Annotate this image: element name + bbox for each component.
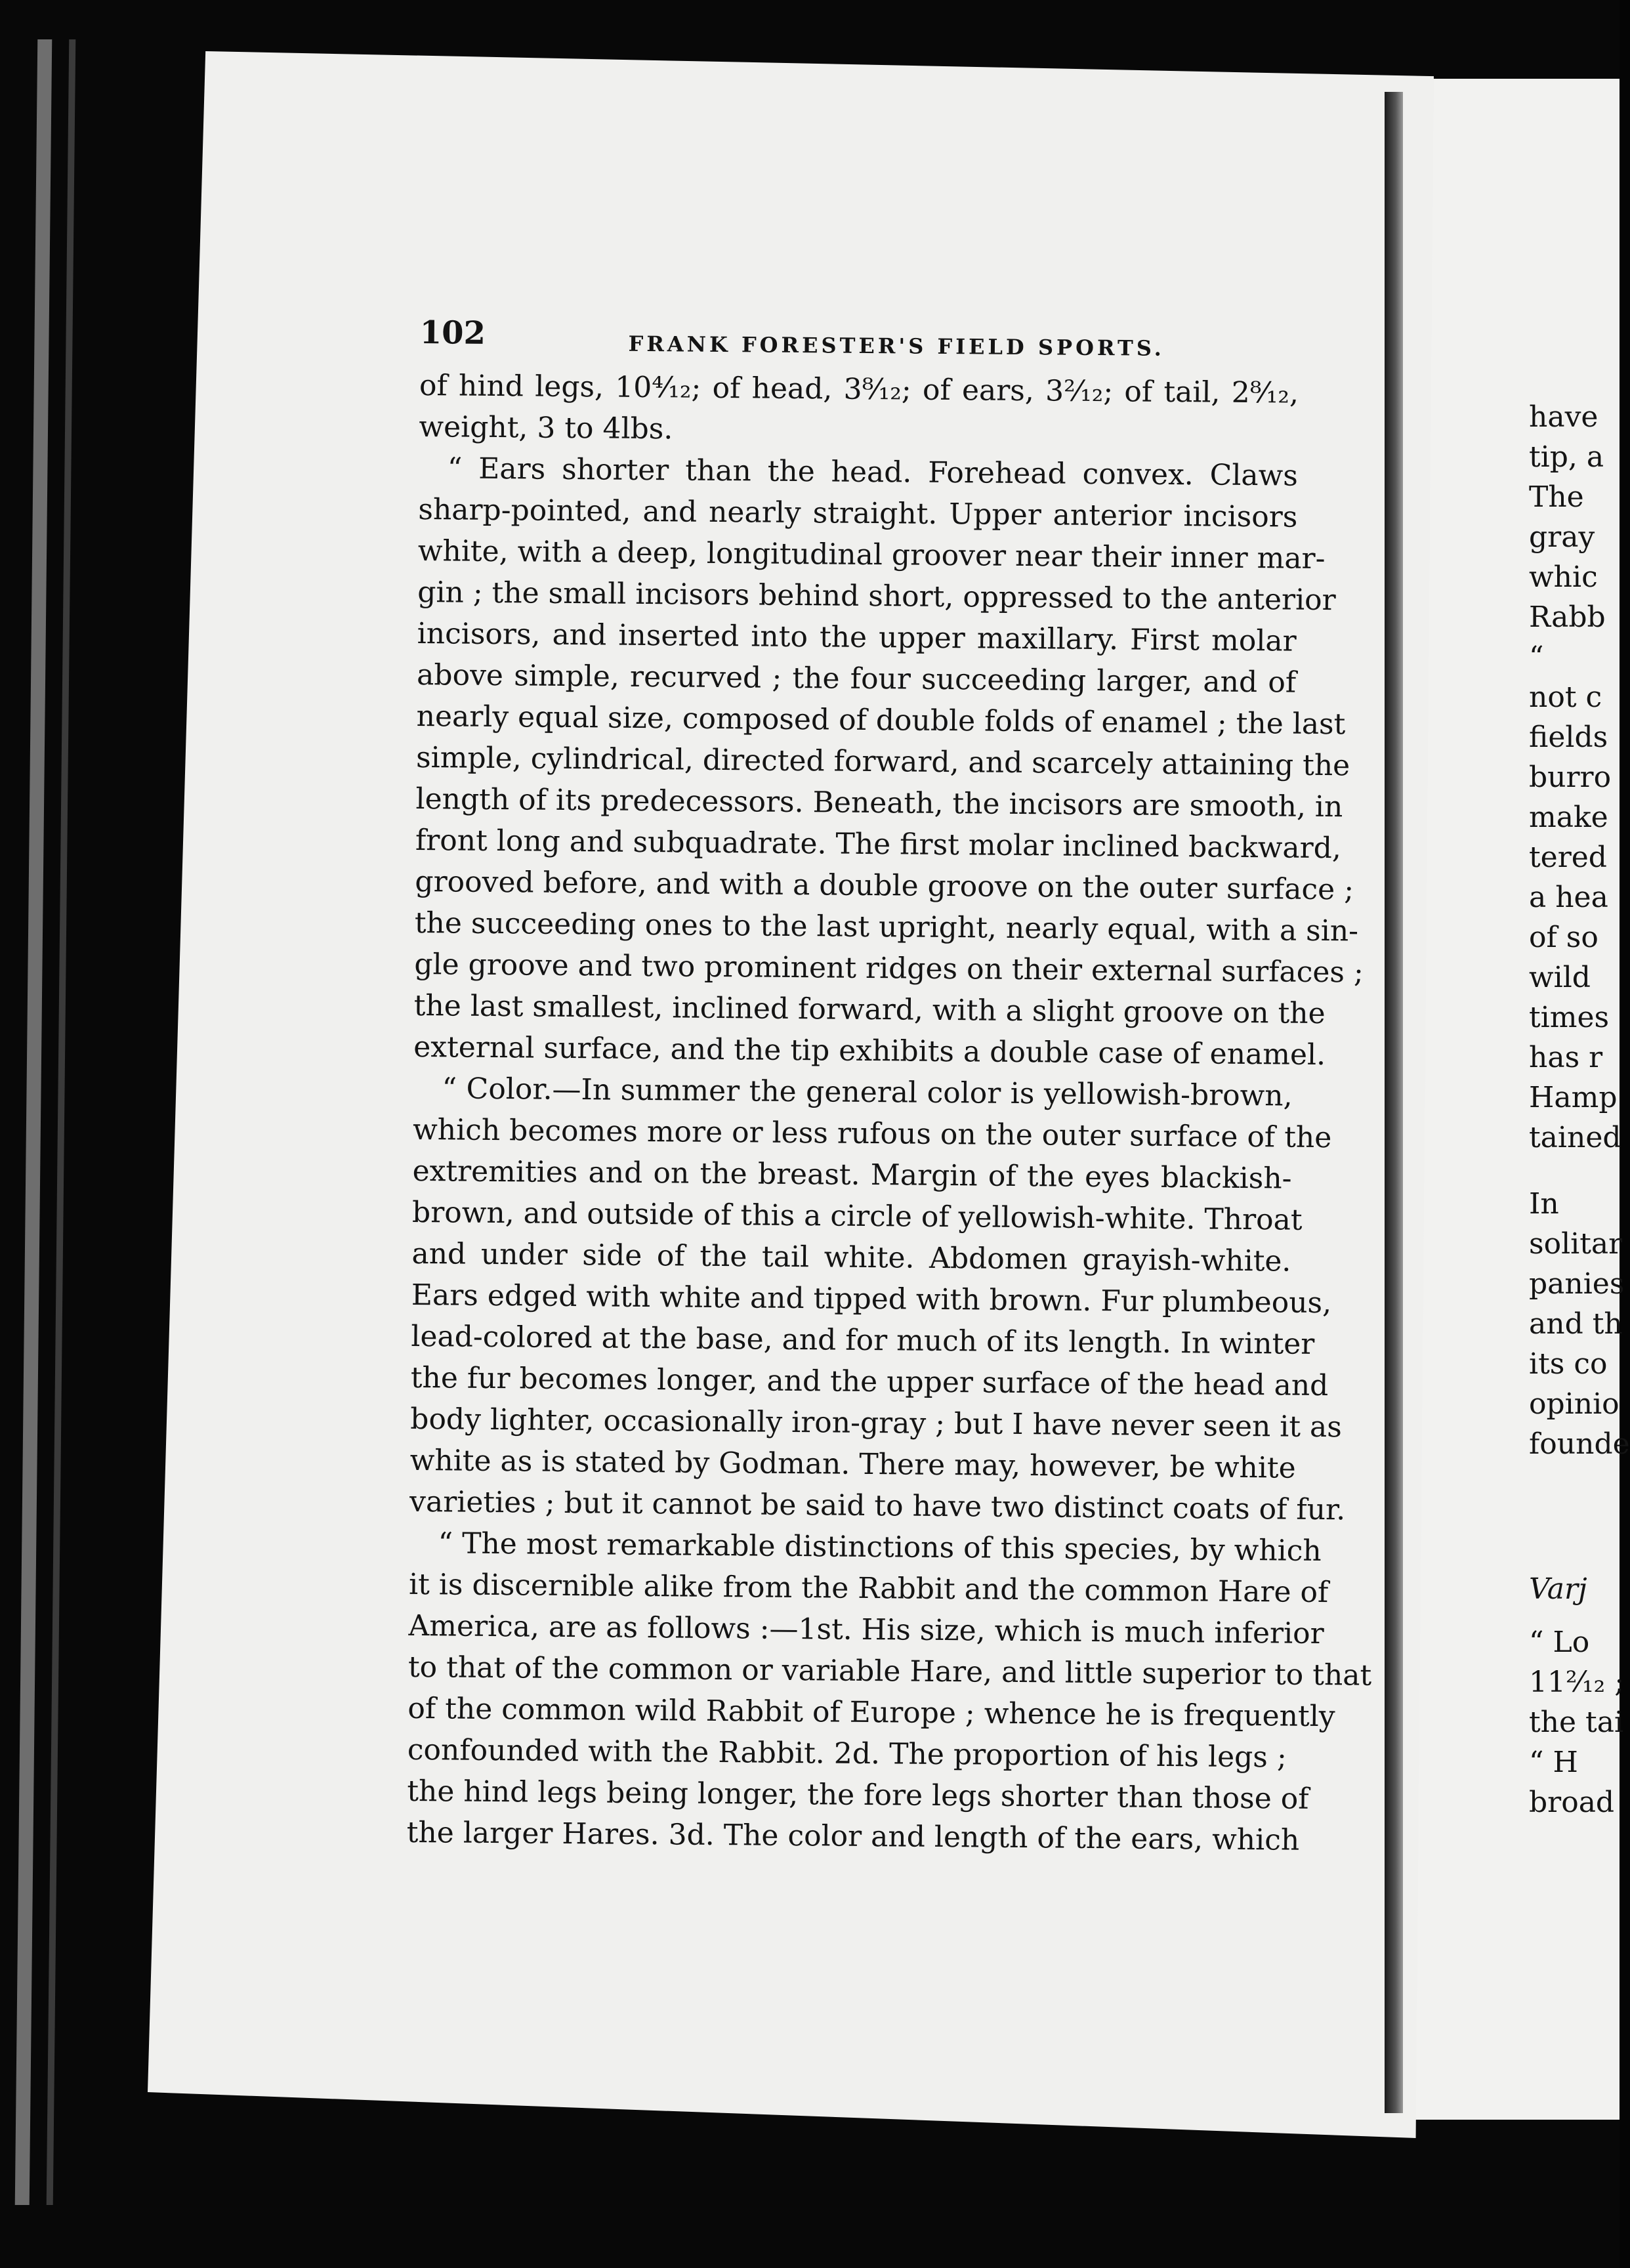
facing-line: In xyxy=(1529,1187,1559,1221)
facing-line: tered xyxy=(1529,841,1607,874)
facing-line: its co xyxy=(1529,1347,1608,1381)
text-line: nearly equal size, composed of double folds of enamel ; the last xyxy=(416,699,1346,742)
facing-line: a hea xyxy=(1529,881,1608,914)
text-line: gin ; the small incisors behind short, oppressed to the anterior xyxy=(417,575,1336,618)
facing-line: founde xyxy=(1529,1427,1630,1461)
page-gutter-edge xyxy=(1385,92,1403,2113)
text-line: brown, and outside of this a circle of yellowish-white. Throat xyxy=(411,1195,1303,1237)
facing-line: gray xyxy=(1529,520,1595,554)
facing-line: solitar xyxy=(1529,1227,1623,1261)
text-line: body lighter, occasionally iron-gray ; but I have never seen it as xyxy=(410,1402,1343,1444)
facing-line: not c xyxy=(1529,681,1602,714)
text-line: the succeeding ones to the last upright, nearly equal, with a sin- xyxy=(414,906,1359,948)
facing-line: panies xyxy=(1529,1267,1625,1301)
text-line: grooved before, and with a double groove on the outer surface ; xyxy=(415,864,1354,907)
facing-line: “ H xyxy=(1529,1746,1578,1779)
text-line: external surface, and the tip exhibits a double case of enamel. xyxy=(413,1030,1326,1072)
text-line: confounded with the Rabbit. 2d. The proportion of his legs ; xyxy=(407,1732,1287,1774)
facing-block-5 xyxy=(1529,1622,1627,1822)
text-line: “ Ears shorter than the head. Forehead convex. Claws xyxy=(447,452,1299,493)
facing-line: tip, a xyxy=(1529,440,1604,474)
text-line: “ Color.—In summer the general color is yellowish-brown, xyxy=(442,1072,1293,1113)
facing-block-4 xyxy=(1529,1569,1627,1609)
running-title: FRANK FORESTER'S FIELD SPORTS. xyxy=(628,331,1165,361)
facing-line: times xyxy=(1529,1001,1610,1034)
facing-line: whic xyxy=(1529,560,1598,594)
facing-line: have xyxy=(1529,400,1599,434)
facing-line: and th xyxy=(1529,1307,1623,1341)
text-line: to that of the common or variable Hare, and little superior to that xyxy=(408,1650,1372,1692)
text-line: simple, cylindrical, directed forward, and scarcely attaining the xyxy=(415,740,1350,783)
text-line: and under side of the tail white. Abdomen grayish-white. xyxy=(411,1236,1291,1278)
running-head xyxy=(419,312,1299,373)
facing-line: of so xyxy=(1529,921,1599,954)
text-line: gle groove and two prominent ridges on their external surfaces ; xyxy=(414,947,1364,990)
text-line: front long and subquadrate. The first molar inclined backward, xyxy=(415,823,1342,866)
facing-block-2 xyxy=(1529,637,1627,1158)
text-line: it is discernible alike from the Rabbit and the common Hare of xyxy=(408,1567,1329,1610)
facing-line: tained xyxy=(1529,1121,1621,1154)
text-line: varieties ; but it cannot be said to have two distinct coats of fur. xyxy=(409,1484,1346,1527)
facing-line: opinio xyxy=(1529,1387,1620,1421)
text-line: of hind legs, 10⁴⁄₁₂; of head, 3⁸⁄₁₂; of ears, 3²⁄₁₂; of tail, 2⁸⁄₁₂, xyxy=(419,368,1299,410)
facing-page-text xyxy=(1529,397,1630,1822)
facing-line: “ Lo xyxy=(1529,1626,1590,1659)
facing-line: Hamp xyxy=(1529,1081,1618,1114)
facing-line: 11²⁄₁₂ ; xyxy=(1529,1666,1625,1699)
text-line: weight, 3 to 4lbs. xyxy=(419,410,673,446)
text-line: incisors, and inserted into the upper maxillary. First molar xyxy=(417,616,1297,658)
text-line: the larger Hares. 3d. The color and length of the ears, which xyxy=(406,1815,1300,1857)
text-line: the hind legs being longer, the fore legs shorter than those of xyxy=(407,1774,1309,1816)
text-line: lead-colored at the base, and for much of its length. In winter xyxy=(411,1319,1315,1361)
facing-line: the tai xyxy=(1529,1706,1624,1739)
facing-line: broad xyxy=(1529,1786,1615,1819)
text-line: America, are as follows :—1st. His size, which is much inferior xyxy=(408,1608,1324,1651)
facing-line: Rabb xyxy=(1529,600,1606,634)
facing-line: burro xyxy=(1529,761,1612,794)
text-line: above simple, recurved ; the four succeeding larger, and of xyxy=(416,658,1297,700)
facing-line: The xyxy=(1529,480,1584,514)
facing-line: wild xyxy=(1529,961,1591,994)
facing-block-1 xyxy=(1529,397,1627,637)
body-text xyxy=(406,365,1372,1861)
text-line: the fur becomes longer, and the upper surface of the head and xyxy=(410,1360,1329,1403)
page-number: 102 xyxy=(419,314,486,352)
text-line: “ The most remarkable distinctions of this species, by which xyxy=(438,1526,1322,1568)
facing-block-3 xyxy=(1529,1184,1630,1464)
facing-line: fields xyxy=(1529,721,1608,754)
facing-line: Varj xyxy=(1529,1572,1587,1606)
text-line: extremities and on the breast. Margin of the eyes blackish- xyxy=(412,1154,1292,1196)
text-line: which becomes more or less rufous on the outer surface of the xyxy=(412,1112,1332,1155)
text-line: of the common wild Rabbit of Europe ; whence he is frequently xyxy=(408,1691,1335,1734)
text-line: Ears edged with white and tipped with brown. Fur plumbeous, xyxy=(411,1278,1332,1320)
text-line: white as is stated by Godman. There may, however, be white xyxy=(409,1443,1296,1485)
facing-line: make xyxy=(1529,801,1608,834)
facing-line: “ xyxy=(1529,640,1544,674)
facing-line: has r xyxy=(1529,1041,1603,1074)
text-line: the last smallest, inclined forward, with a slight groove on the xyxy=(413,988,1326,1031)
text-line: length of its predecessors. Beneath, the incisors are smooth, in xyxy=(415,782,1343,824)
text-line: sharp-pointed, and nearly straight. Upper anterior incisors xyxy=(418,492,1298,534)
page-text-block xyxy=(406,312,1372,1861)
text-line: white, with a deep, longitudinal groover near their inner mar- xyxy=(417,534,1326,576)
